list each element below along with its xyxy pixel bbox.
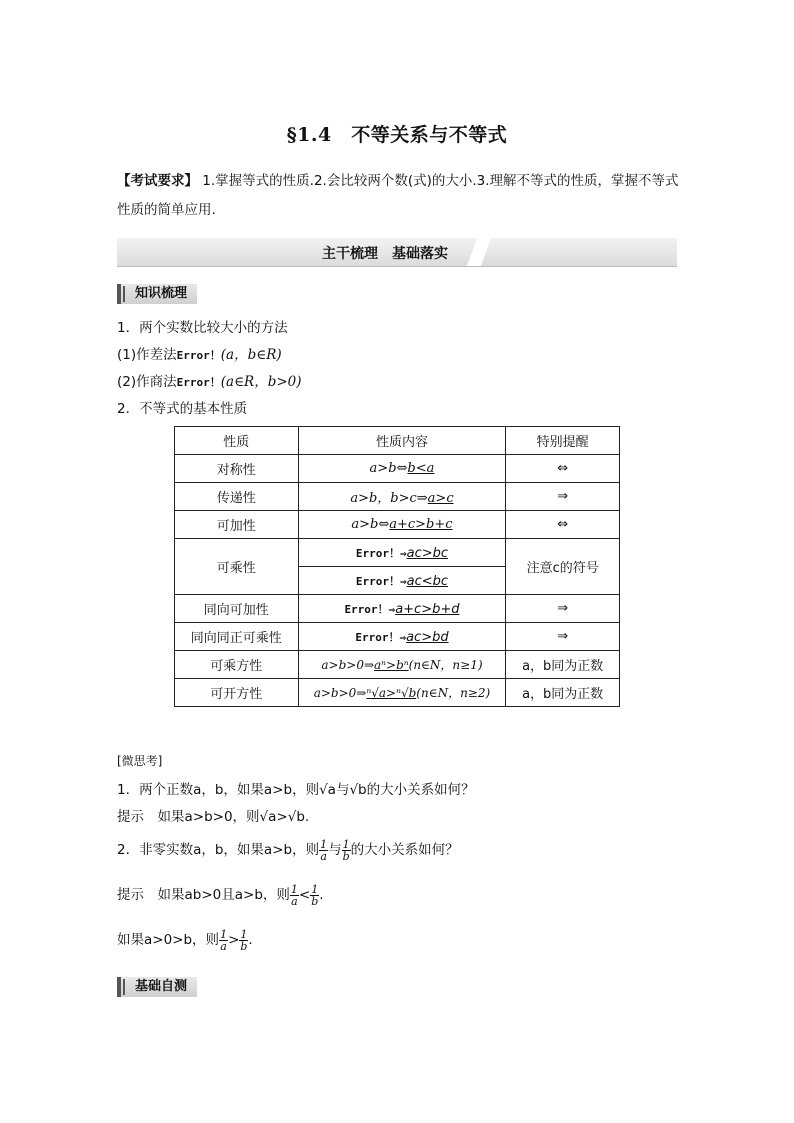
question-2 bbox=[117, 837, 459, 863]
answer-1-text: 如果a>b>0，则√a>√b. bbox=[157, 809, 310, 825]
think-tag: [微思考] bbox=[117, 754, 163, 768]
table-row bbox=[175, 679, 620, 707]
table-row bbox=[175, 511, 620, 539]
relation-symbol: > bbox=[228, 932, 240, 948]
fraction-one-over-a bbox=[290, 884, 299, 907]
property-note: ⇔ bbox=[506, 455, 620, 483]
table-row bbox=[175, 595, 620, 623]
property-name: 可开方性 bbox=[175, 679, 299, 707]
numerator: 1 bbox=[320, 837, 328, 851]
property-name: 可乘方性 bbox=[175, 651, 299, 679]
answer-3 bbox=[117, 925, 253, 955]
requirements-line2: 性质的简单应用. bbox=[117, 202, 216, 218]
property-name: 同向同正可乘性 bbox=[175, 623, 299, 651]
numerator: 1 bbox=[342, 837, 350, 851]
hint-label: 提示 bbox=[117, 887, 144, 903]
header-cell: 特别提醒 bbox=[506, 427, 620, 455]
fraction-one-over-a bbox=[219, 929, 228, 952]
property-content bbox=[298, 539, 506, 567]
requirements-line1: 1.掌握等式的性质.2.会比较两个数(式)的大小.3.理解不等式的性质，掌握不等式 bbox=[202, 173, 679, 189]
header-cell: 性质内容 bbox=[298, 427, 506, 455]
error-placeholder: Error！ bbox=[176, 349, 221, 362]
error-placeholder: Error！⇒ bbox=[344, 602, 396, 616]
method-a-cond: (a，b∈R) bbox=[220, 347, 282, 363]
property-content bbox=[298, 651, 506, 679]
answer-1 bbox=[117, 808, 309, 826]
period: . bbox=[319, 887, 324, 903]
section-banner bbox=[117, 238, 677, 267]
banner-divider bbox=[467, 238, 491, 266]
fraction-one-over-b bbox=[342, 839, 351, 862]
property-note: a，b同为正数 bbox=[506, 679, 620, 707]
answer-3-text: 如果a>0>b，则 bbox=[117, 932, 220, 948]
property-note: ⇔ bbox=[506, 511, 620, 539]
section-self-test-label: 基础自测 bbox=[135, 979, 188, 994]
content-answer: a+c>b+c bbox=[389, 517, 453, 532]
property-content bbox=[298, 567, 506, 595]
numerator: 1 bbox=[311, 882, 319, 896]
content-text: a>b>0⇒ bbox=[321, 658, 375, 672]
denominator: a bbox=[320, 849, 327, 863]
method-b-cond: (a∈R，b>0) bbox=[220, 374, 302, 390]
properties-table bbox=[174, 426, 620, 707]
property-content bbox=[298, 455, 506, 483]
property-name: 可加性 bbox=[175, 511, 299, 539]
item1-heading: 1．两个实数比较大小的方法 bbox=[117, 320, 288, 336]
item1-method-b bbox=[117, 373, 302, 392]
content-answer: aⁿ>bⁿ bbox=[374, 658, 409, 672]
answer-2-text: 如果ab>0且a>b，则 bbox=[157, 887, 290, 903]
banner-title: 主干梳理 基础落实 bbox=[322, 246, 448, 262]
property-name: 传递性 bbox=[175, 483, 299, 511]
content-answer: a+c>b+d bbox=[395, 601, 460, 617]
content-text: a>b⇔ bbox=[351, 517, 390, 532]
denominator: a bbox=[291, 894, 298, 908]
property-note: a，b同为正数 bbox=[506, 651, 620, 679]
answer-2 bbox=[117, 880, 324, 910]
content-text: a>b>0⇒ bbox=[313, 686, 367, 700]
denominator: a bbox=[220, 939, 227, 953]
property-note: ⇒ bbox=[506, 595, 620, 623]
method-a-label: (1)作差法 bbox=[117, 347, 177, 363]
denominator: b bbox=[342, 849, 350, 863]
hint-label: 提示 bbox=[117, 809, 144, 825]
requirements-tag: 【考试要求】 bbox=[117, 173, 198, 189]
content-text: a>b⇔ bbox=[369, 461, 408, 476]
section-knowledge-label: 知识梳理 bbox=[135, 286, 188, 301]
table-row bbox=[175, 651, 620, 679]
question-1: 1．两个正数a，b，如果a>b，则√a与√b的大小关系如何？ bbox=[117, 782, 475, 798]
content-answer: ac<bc bbox=[406, 573, 449, 589]
table-header-row bbox=[175, 427, 620, 455]
property-content bbox=[298, 595, 506, 623]
content-answer: a>c bbox=[427, 491, 454, 506]
property-name: 可乘性 bbox=[175, 539, 299, 595]
property-content bbox=[298, 483, 506, 511]
property-content bbox=[298, 511, 506, 539]
header-cell: 性质 bbox=[175, 427, 299, 455]
fraction-one-over-a bbox=[319, 839, 328, 862]
content-text: a>b，b>c⇒ bbox=[350, 491, 428, 506]
property-note: 注意c的符号 bbox=[506, 539, 620, 595]
content-answer: ⁿ√a>ⁿ√b bbox=[366, 686, 417, 700]
denominator: b bbox=[311, 894, 319, 908]
table-row bbox=[175, 455, 620, 483]
error-placeholder: Error！⇒ bbox=[355, 546, 407, 560]
error-placeholder: Error！⇒ bbox=[355, 630, 407, 644]
numerator: 1 bbox=[220, 927, 228, 941]
property-content bbox=[298, 623, 506, 651]
table-row bbox=[175, 539, 620, 567]
property-note: ⇒ bbox=[506, 483, 620, 511]
error-placeholder: Error！ bbox=[176, 376, 221, 389]
page-title: §1.4 不等关系与不等式 bbox=[286, 124, 508, 146]
question-2-text: 2．非零实数a，b，如果a>b，则 bbox=[117, 842, 320, 858]
period: . bbox=[248, 932, 253, 948]
content-answer: ac>bd bbox=[406, 629, 449, 645]
relation-symbol: < bbox=[298, 887, 311, 903]
question-2-suffix: 的大小关系如何？ bbox=[350, 842, 459, 858]
table-row bbox=[175, 623, 620, 651]
content-answer: ac>bc bbox=[406, 545, 449, 561]
method-b-label: (2)作商法 bbox=[117, 374, 177, 390]
denominator: b bbox=[240, 939, 248, 953]
question-2-mid: 与 bbox=[328, 842, 342, 858]
section-knowledge bbox=[117, 284, 197, 304]
content-cond: (n∈N，n≥2) bbox=[416, 686, 491, 700]
table-row bbox=[175, 483, 620, 511]
property-name: 同向可加性 bbox=[175, 595, 299, 623]
exam-requirements bbox=[117, 172, 679, 190]
content-cond: (n∈N，n≥1) bbox=[408, 658, 483, 672]
item1-method-a bbox=[117, 346, 282, 365]
numerator: 1 bbox=[290, 882, 298, 896]
property-note: ⇒ bbox=[506, 623, 620, 651]
error-placeholder: Error！⇒ bbox=[355, 574, 407, 588]
fraction-one-over-b bbox=[310, 884, 319, 907]
item2-heading: 2．不等式的基本性质 bbox=[117, 401, 248, 417]
section-self-test bbox=[117, 977, 197, 997]
property-content bbox=[298, 679, 506, 707]
content-answer: b<a bbox=[407, 461, 435, 476]
property-name: 对称性 bbox=[175, 455, 299, 483]
numerator: 1 bbox=[240, 927, 248, 941]
